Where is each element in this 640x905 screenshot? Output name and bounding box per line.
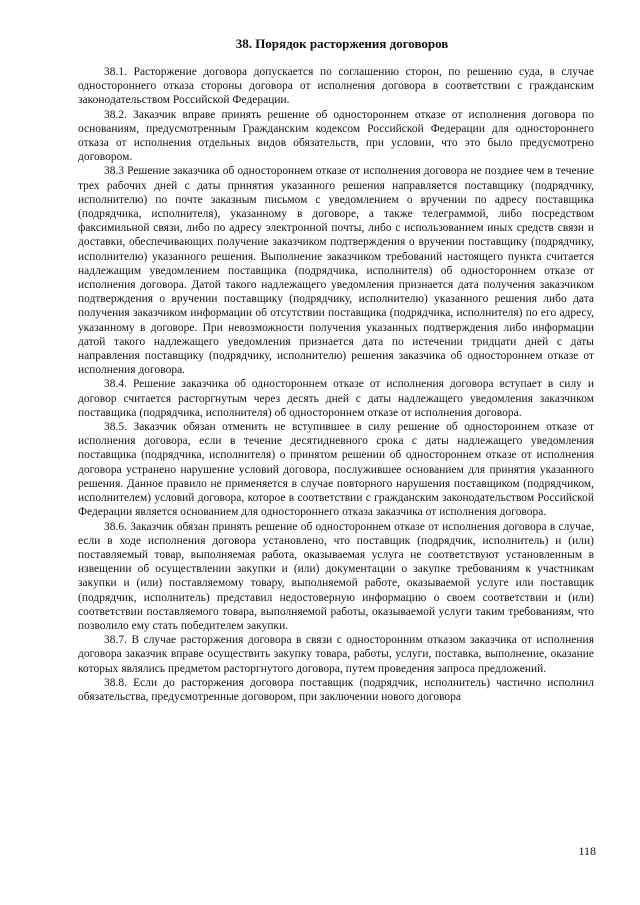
paragraph-38-5: 38.5. Заказчик обязан отменить не вступившее в силу решение об одностороннем отказе от исполнения договора, если в течение десятидневного срока с даты надлежащего уведомления поставщика (подрядчика, исполнителя) о принятом решении об одностороннем отказе от исполнения договора устранено нарушение условий договора, послужившее основанием для принятия указанного решения. Данное правило не применяется в случае повторного нарушения поставщиком (подрядчиком, исполнителем) условий договора, которое в соответствии с гражданским законодательством Российской Федерации является основанием для одностороннего отказа заказчика от исполнения договора. (78, 421, 594, 519)
paragraph-38-1: 38.1. Расторжение договора допускается по соглашению сторон, по решению суда, в случае одностороннего отказа стороны договора от исполнения договора в соответствии с гражданским законодательством Российской Федерации. (78, 66, 594, 107)
page-number: 118 (578, 844, 596, 858)
section-title: 38. Порядок расторжения договоров (235, 36, 449, 51)
paragraph-38-6: 38.6. Заказчик обязан принять решение об одностороннем отказе от исполнения договора в случае, если в ходе исполнения договора установлено, что поставщик (подрядчик, исполнитель) и (или) поставляемый товар, выполняемая работа, оказываемая услуга не соответствуют установленным в извещении об осуществлении закупки и (или) документации о закупке требованиям к участникам закупки и (или) поставляемому товару, выполняемой работе, оказываемой услуге или поставщик (подрядчик, исполнитель) представил недостоверную информацию о своем соответствии и (или) соответствии поставляемого товара, выполняемой работы, оказываемой услуги таким требованиям, что позволило ему стать победителем закупки. (78, 520, 594, 632)
paragraph-38-2: 38.2. Заказчик вправе принять решение об одностороннем отказе от исполнения договора по основаниям, предусмотренным Гражданским кодексом Российской Федерации для одностороннего отказа от исполнения отдельных видов обязательств, при условии, что это было предусмотрено договором. (78, 108, 594, 164)
paragraph-38-3: 38.3 Решение заказчика об одностороннем отказе от исполнения договора не позднее чем в течение трех рабочих дней с даты принятия указанного решения направляется поставщику (подрядчику, исполнителю) по почте заказным письмом с уведомлением о вручении по адресу поставщика (подрядчика, исполнителя), указанному в договоре, а также телеграммой, либо посредством факсимильной связи, либо по адресу электронной почты, либо с использованием иных средств связи и доставки, обеспечивающих получение заказчиком подтверждения о вручении поставщику (подрядчику, исполнителю) указанного решения. Выполнение заказчиком требований настоящего пункта считается надлежащим уведомлением поставщика (подрядчика, исполнителя) об одностороннем отказе от исполнения договора. Датой такого надлежащего уведомления признается дата получения заказчиком подтверждения о вручении поставщику (подрядчику, исполнителю) указанного решения либо дата получения заказчиком информации об отсутствии поставщика (подрядчика, исполнителя) по его адресу, указанному в договоре. При невозможности получения указанных подтверждения либо информации датой такого надлежащего уведомления признается дата по истечении тридцати дней с даты направления поставщику (подрядчику, исполнителю) решения заказчика об одностороннем отказе от исполнения договора. (78, 165, 594, 377)
paragraph-38-7: 38.7. В случае расторжения договора в связи с односторонним отказом заказчика от исполнения договора заказчик вправе осуществить закупку товара, работы, услуги, поставка, выполнение, оказание которых являлись предметом расторгнутого договора, путем проведения запроса предложений. (78, 634, 594, 675)
paragraph-38-4: 38.4. Решение заказчика об одностороннем отказе от исполнения договора вступает в силу и договор считается расторгнутым через десять дней с даты надлежащего уведомления заказчиком поставщика (подрядчика, исполнителя) об одностороннем отказе от исполнения договора. (78, 378, 594, 419)
document-page (78, 36, 594, 704)
paragraph-38-8: 38.8. Если до расторжения договора поставщик (подрядчик, исполнитель) частично исполнил обязательства, предусмотренные договором, при заключении нового договора (78, 676, 594, 703)
